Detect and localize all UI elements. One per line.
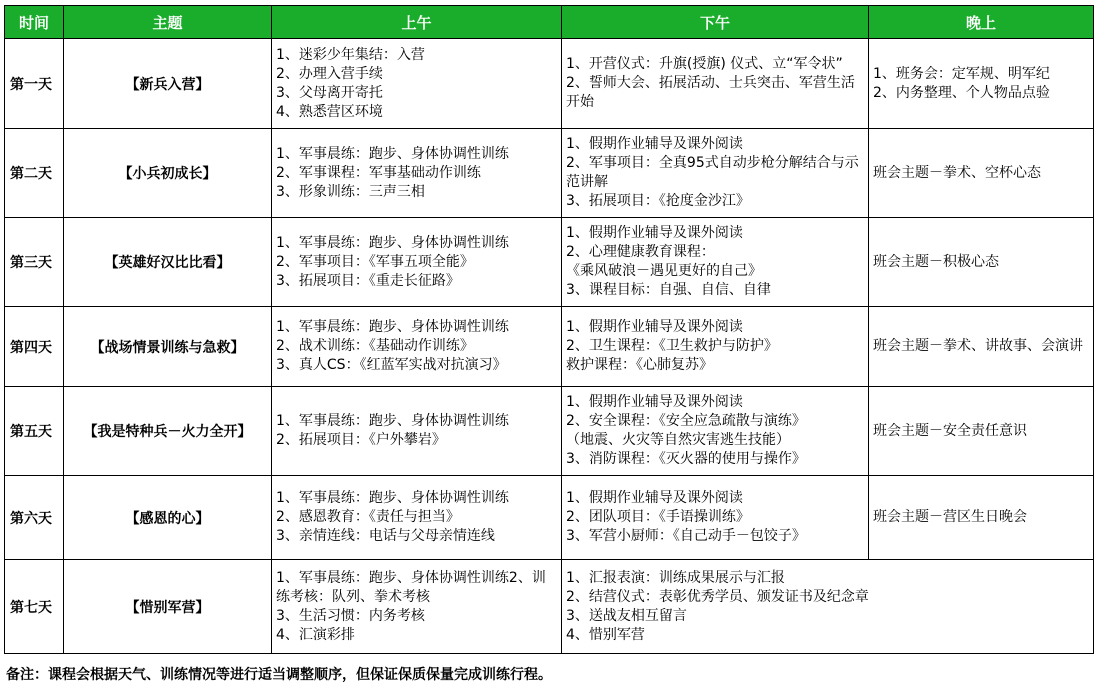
morning-cell <box>272 39 562 129</box>
afternoon-item: 《乘风破浪－遇见更好的自己》 <box>566 263 762 279</box>
evening-cell <box>869 307 1094 387</box>
afternoon-item: 1、假期作业辅导及课外阅读 <box>566 136 743 152</box>
afternoon-cell <box>562 129 869 218</box>
evening-cell <box>869 476 1094 560</box>
morning-item: 2、感恩教育：《责任与担当》 <box>276 509 460 525</box>
afternoon-cell <box>562 39 869 129</box>
afternoon-item: 1、假期作业辅导及课外阅读 <box>566 490 743 506</box>
theme-cell: 【战场情景训练与急救】 <box>64 307 272 387</box>
day-cell: 第一天 <box>5 39 64 129</box>
afternoon-item: 1、假期作业辅导及课外阅读 <box>566 394 743 410</box>
morning-cell <box>272 218 562 307</box>
theme-cell: 【新兵入营】 <box>64 39 272 129</box>
morning-item: 3、形象训练：三声三相 <box>276 183 425 200</box>
afternoon-item: 2、军事项目：全真95式自动步枪分解结合与示范讲解 <box>566 155 859 190</box>
footnote: 备注：课程会根据天气、训练情况等进行适当调整顺序，但保证保质保量完成训练行程。 <box>6 667 552 683</box>
morning-cell <box>272 560 562 654</box>
morning-item: 2、办理入营手续 <box>276 65 383 82</box>
afternoon-item: 救护课程：《心肺复苏》 <box>566 357 713 373</box>
table-row <box>5 307 1094 387</box>
morning-item: 4、熟悉营区环境 <box>276 103 383 120</box>
afternoon-evening-cell <box>562 560 1094 654</box>
morning-item: 1、军事晨练：跑步、身体协调性训练 <box>276 413 509 429</box>
evening-item: 1、班务会：定军规、明军纪 <box>873 65 1050 82</box>
morning-item: 1、军事晨练：跑步、身体协调性训练 <box>276 490 509 506</box>
morning-item: 3、真人CS：《红蓝军实战对抗演习》 <box>276 357 507 373</box>
theme-cell: 【英雄好汉比比看】 <box>64 218 272 307</box>
morning-item: 1、迷彩少年集结：入营 <box>276 46 425 63</box>
afternoon-item: 3、消防课程：《灭火器的使用与操作》 <box>566 451 806 467</box>
evening-item: 班会主题－积极心态 <box>873 253 999 270</box>
day-cell: 第五天 <box>5 387 64 476</box>
day-cell: 第二天 <box>5 129 64 218</box>
morning-cell <box>272 307 562 387</box>
afternoon-item: （地震、火灾等自然灾害逃生技能） <box>566 432 790 448</box>
theme-cell: 【惜别军营】 <box>64 560 272 654</box>
afternoon-cell <box>562 218 869 307</box>
morning-cell <box>272 476 562 560</box>
evening-item: 班会主题－拳术、空杯心态 <box>873 164 1041 181</box>
evening-item: 2、内务整理、个人物品点验 <box>873 84 1050 101</box>
evening-item: 班会主题－拳术、讲故事、会演讲 <box>873 338 1083 354</box>
morning-item: 3、生活习惯：内务考核 <box>276 607 425 624</box>
evening-cell <box>869 387 1094 476</box>
afternoon-item: 4、惜别军营 <box>566 626 645 643</box>
theme-cell: 【小兵初成长】 <box>64 129 272 218</box>
header-time: 时间 <box>5 6 64 39</box>
afternoon-item: 2、誓师大会、拓展活动、士兵突击、军营生活开始 <box>566 75 855 110</box>
afternoon-item: 2、结营仪式：表彰优秀学员、颁发证书及纪念章 <box>566 588 869 605</box>
evening-cell <box>869 218 1094 307</box>
morning-cell <box>272 129 562 218</box>
morning-item: 2、军事项目：《军事五项全能》 <box>276 253 474 270</box>
table-row <box>5 218 1094 307</box>
afternoon-item: 2、卫生课程：《卫生救护与防护》 <box>566 338 778 354</box>
theme-cell: 【我是特种兵－火力全开】 <box>64 387 272 476</box>
morning-item: 3、父母离开寄托 <box>276 84 383 101</box>
day-cell: 第四天 <box>5 307 64 387</box>
morning-item: 4、汇演彩排 <box>276 626 355 643</box>
table-row <box>5 39 1094 129</box>
afternoon-item: 2、心理健康教育课程： <box>566 244 715 260</box>
header-afternoon: 下午 <box>562 6 869 39</box>
morning-item: 1、军事晨练：跑步、身体协调性训练2、训练考核：队列、拳术考核 <box>276 569 546 605</box>
morning-item: 1、军事晨练：跑步、身体协调性训练 <box>276 234 509 251</box>
afternoon-item: 3、拓展项目：《抢度金沙江》 <box>566 193 750 209</box>
table-row <box>5 476 1094 560</box>
afternoon-item: 1、假期作业辅导及课外阅读 <box>566 225 743 241</box>
evening-item: 班会主题－安全责任意识 <box>873 422 1027 439</box>
morning-item: 2、拓展项目：《户外攀岩》 <box>276 432 446 448</box>
evening-cell <box>869 39 1094 129</box>
header-theme: 主题 <box>64 6 272 39</box>
theme-cell: 【感恩的心】 <box>64 476 272 560</box>
evening-cell <box>869 129 1094 218</box>
morning-item: 2、战术训练：《基础动作训练》 <box>276 338 474 354</box>
day-cell: 第三天 <box>5 218 64 307</box>
morning-cell <box>272 387 562 476</box>
table-row <box>5 560 1094 654</box>
morning-item: 3、拓展项目：《重走长征路》 <box>276 272 460 289</box>
morning-item: 1、军事晨练：跑步、身体协调性训练 <box>276 145 509 162</box>
afternoon-item: 1、汇报表演：训练成果展示与汇报 <box>566 569 785 586</box>
header-morning: 上午 <box>272 6 562 39</box>
afternoon-item: 3、送战友相互留言 <box>566 607 687 624</box>
morning-item: 3、亲情连线：电话与父母亲情连线 <box>276 528 495 544</box>
header-row <box>5 6 1094 39</box>
header-evening: 晚上 <box>869 6 1094 39</box>
schedule-table <box>4 5 1094 654</box>
afternoon-item: 3、军营小厨师：《自己动手－包饺子》 <box>566 528 806 544</box>
day-cell: 第七天 <box>5 560 64 654</box>
morning-item: 1、军事晨练：跑步、身体协调性训练 <box>276 319 509 335</box>
evening-item: 班会主题－营区生日晚会 <box>873 509 1027 525</box>
morning-item: 2、军事课程：军事基础动作训练 <box>276 164 481 181</box>
afternoon-cell <box>562 307 869 387</box>
afternoon-cell <box>562 476 869 560</box>
table-row <box>5 387 1094 476</box>
afternoon-item: 2、安全课程：《安全应急疏散与演练》 <box>566 413 806 429</box>
afternoon-item: 3、课程目标：自强、自信、自律 <box>566 282 771 298</box>
afternoon-item: 1、开营仪式：升旗(授旗) 仪式、立“军令状” <box>566 56 843 72</box>
table-row <box>5 129 1094 218</box>
afternoon-cell <box>562 387 869 476</box>
day-cell: 第六天 <box>5 476 64 560</box>
afternoon-item: 1、假期作业辅导及课外阅读 <box>566 319 743 335</box>
afternoon-item: 2、团队项目：《手语操训练》 <box>566 509 750 525</box>
